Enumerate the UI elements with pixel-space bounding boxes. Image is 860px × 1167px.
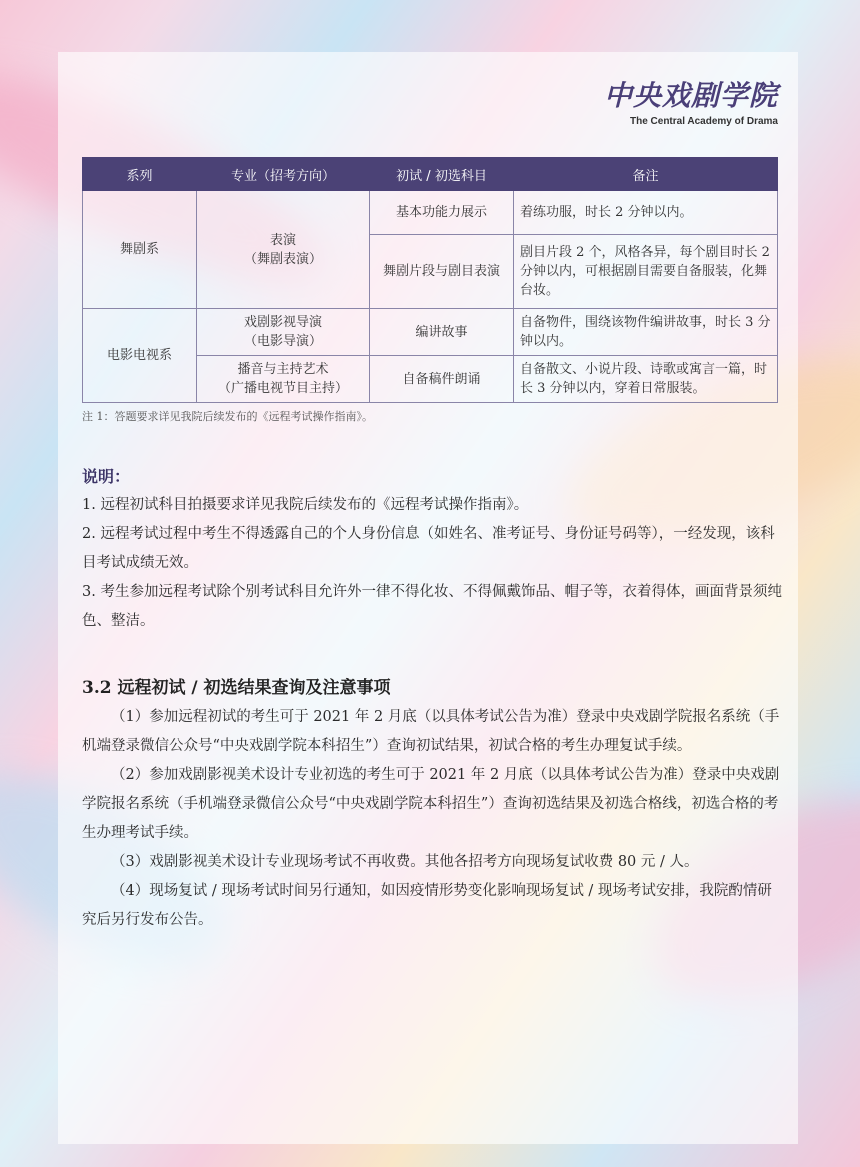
subject-cell: 编讲故事 (370, 309, 514, 356)
table-row (83, 191, 778, 235)
section-title: 3.2 远程初试 / 初选结果查询及注意事项 (82, 678, 391, 698)
section-paragraph: （4）现场复试 / 现场考试时间另行通知，如因疫情形势变化影响现场复试 / 现场考试安排，我院酌情研究后另行发布公告。 (82, 883, 772, 928)
header-subject: 初试 / 初选科目 (370, 158, 514, 191)
major-name: 播音与主持艺术 (237, 362, 329, 377)
remarks-cell: 剧目片段 2 个，风格各异，每个剧目时长 2 分钟以内，可根据剧目需要自备服装，化舞台妆。 (514, 235, 778, 309)
header-remarks: 备注 (514, 158, 778, 191)
academy-logo (604, 74, 778, 127)
major-direction: （舞剧表演） (243, 251, 322, 267)
table-footnote: 注 1：答题要求详见我院后续发布的《远程考试操作指南》。 (82, 410, 373, 423)
logo-english: The Central Academy of Drama (629, 116, 778, 127)
department-cell: 舞剧系 (83, 191, 197, 309)
logo-chinese: 中央戏剧学院 (603, 79, 778, 112)
department-cell: 电影电视系 (83, 309, 197, 403)
exam-subjects-table (82, 157, 778, 403)
notes-section (82, 462, 782, 636)
section-3-2 (82, 674, 782, 935)
major-direction: （电影导演） (243, 334, 322, 349)
major-cell (197, 191, 370, 309)
notes-title: 说明： (82, 467, 131, 486)
major-name: 戏剧影视导演 (243, 315, 322, 330)
table-row (83, 309, 778, 356)
remarks-cell: 自备散文、小说片段、诗歌或寓言一篇，时长 3 分钟以内，穿着日常服装。 (514, 356, 778, 403)
header-department: 系列 (83, 158, 197, 191)
subject-cell: 自备稿件朗诵 (370, 356, 514, 403)
major-direction: （广播电视节目主持） (217, 381, 348, 396)
note-item: 2. 远程考试过程中考生不得透露自己的个人身份信息（如姓名、准考证号、身份证号码等），一经发现，该科目考试成绩无效。 (82, 526, 775, 571)
note-item: 1. 远程初试科目拍摄要求详见我院后续发布的《远程考试操作指南》。 (82, 497, 529, 513)
major-name: 表演 (269, 232, 296, 248)
section-paragraph: （1）参加远程初试的考生可于 2021 年 2 月底（以具体考试公告为准）登录中央戏剧学院报名系统（手机端登录微信公众号“中央戏剧学院本科招生”）查询初试结果，初试合格的考生办理复试手续。 (82, 709, 780, 754)
note-item: 3. 考生参加远程考试除个别考试科目允许外一律不得化妆、不得佩戴饰品、帽子等，衣着得体，画面背景须纯色、整洁。 (82, 584, 782, 629)
major-cell (197, 309, 370, 356)
subject-cell: 舞剧片段与剧目表演 (370, 235, 514, 309)
section-paragraph: （2）参加戏剧影视美术设计专业初选的考生可于 2021 年 2 月底（以具体考试公告为准）登录中央戏剧学院报名系统（手机端登录微信公众号“中央戏剧学院本科招生”）查询初选结果及初选合格线，初选合格的考生办理考试手续。 (82, 767, 780, 841)
remarks-cell: 着练功服，时长 2 分钟以内。 (514, 191, 778, 235)
remarks-cell: 自备物件，围绕该物件编讲故事，时长 3 分钟以内。 (514, 309, 778, 356)
header-major: 专业（招考方向） (197, 158, 370, 191)
major-cell (197, 356, 370, 403)
table-header-row (83, 158, 778, 191)
subject-cell: 基本功能力展示 (370, 191, 514, 235)
section-paragraph: （3）戏剧影视美术设计专业现场考试不再收费。其他各招考方向现场复试收费 80 元 / 人。 (111, 854, 699, 870)
